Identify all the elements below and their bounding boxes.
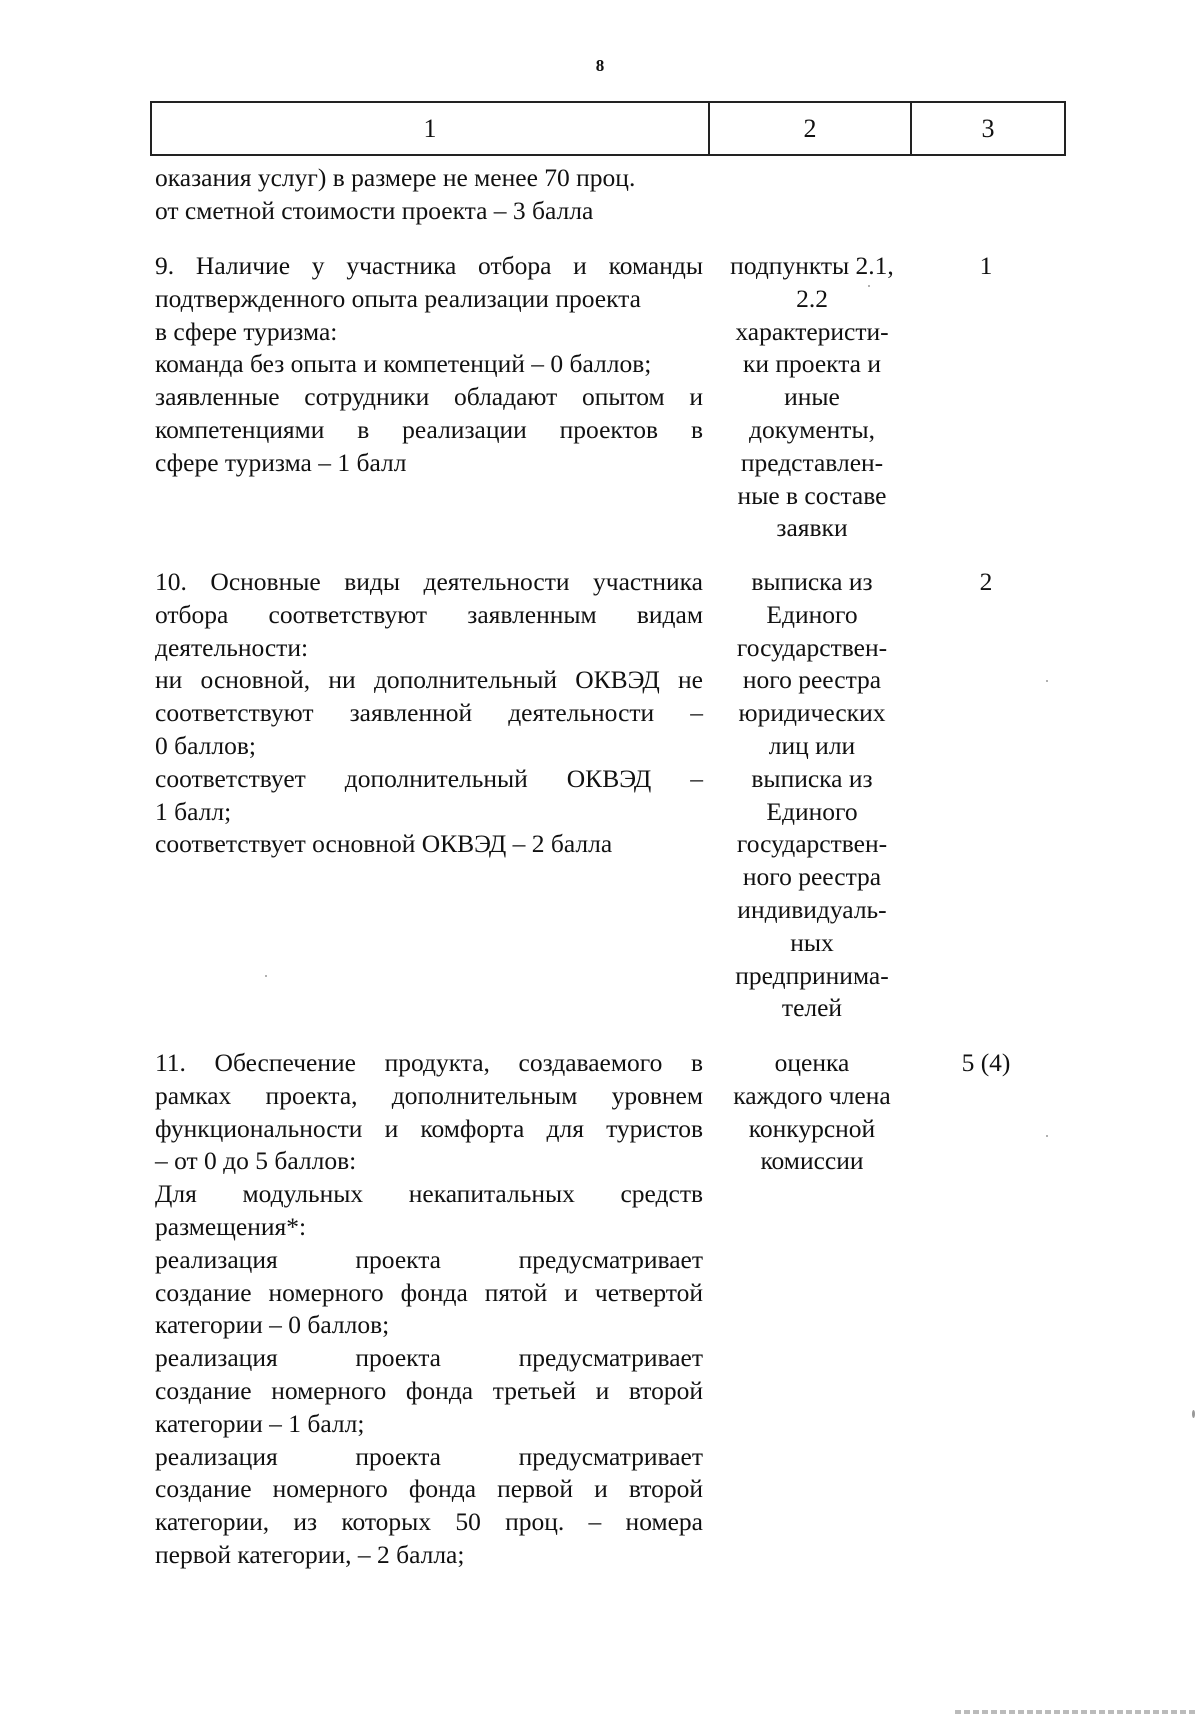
text-line: функциональности и комфорта для туристов [155,1113,703,1143]
source-cell [712,566,912,1025]
text-line: юридических [738,698,886,728]
criterion-cell [155,250,703,480]
text-line: подтвержденного опыта реализации проекта [155,283,641,313]
scan-edge-mark [955,1710,1195,1714]
text-line: комиссии [760,1146,864,1176]
text-line: первой категории, – 2 балла; [155,1539,465,1569]
text-line: характеристи- [735,316,889,346]
score-cell: 1 [979,251,993,280]
text-line: 10. Основные виды деятельности участника [155,567,703,596]
text-line: – от 0 до 5 баллов: [155,1146,357,1176]
text-line: реализация проекта предусматривает [155,1441,703,1471]
table-header [150,101,1066,156]
criterion-cell [155,566,703,861]
text-line: соответствует основной ОКВЭД – 2 балла [155,829,613,859]
text-line: 2.2 [796,283,828,313]
text-line: категории – 1 балл; [155,1408,365,1438]
text-line: Для модульных некапитальных средств [155,1179,703,1209]
score-cell: 5 (4) [961,1048,1011,1077]
text-line: лиц или [768,730,856,760]
text-line: оценка [774,1048,850,1077]
text-line: в сфере туризма: [155,316,338,346]
header-col-3: 3 [981,113,995,143]
header-col-1: 1 [152,103,710,154]
text-line: документы, [749,414,875,444]
score-cell: 2 [979,567,993,596]
text-line: заявленные сотрудники обладают опытом и [155,382,703,412]
text-line: от сметной стоимости проекта – 3 балла [155,195,594,225]
text-line: соответствует дополнительный ОКВЭД – [155,763,703,793]
text-line: создание номерного фонда первой и второй [155,1474,703,1504]
text-line: деятельности: [155,632,309,662]
text-line: оказания услуг) в размере не менее 70 проц. [155,163,636,192]
text-line: сфере туризма – 1 балл [155,447,407,477]
text-line: заявки [776,513,848,543]
text-line: 0 баллов; [155,730,256,760]
text-line: телей [781,993,843,1023]
text-line: предпринима- [735,960,889,990]
text-line: ного реестра [742,862,882,892]
text-line: 9. Наличие у участника отбора и команды [155,251,703,280]
text-line: индивидуаль- [737,894,887,924]
text-line: ных [790,927,834,957]
scan-speck [1192,1410,1195,1418]
text-line: размещения*: [155,1211,307,1241]
text-line: государствен- [736,829,888,859]
text-line: ного реестра [742,665,882,695]
text-line: ни основной, ни дополнительный ОКВЭД не [155,665,703,695]
scan-speck [1046,1135,1048,1137]
text-line: 11. Обеспечение продукта, создаваемого в [155,1048,703,1077]
text-line: реализация проекта предусматривает [155,1343,703,1373]
source-cell [712,250,912,545]
text-line: категории – 0 баллов; [155,1310,390,1340]
text-line: подпункты 2.1, [730,251,894,280]
text-line: рамках проекта, дополнительным уровнем [155,1080,703,1110]
scan-speck [1046,680,1048,682]
text-line: 1 балл; [155,796,232,826]
text-line: выписка из [751,567,873,596]
text-line: реализация проекта предусматривает [155,1244,703,1274]
text-line: иные [784,382,840,412]
text-line: ные в составе [737,480,887,510]
text-line: конкурсной [748,1113,876,1143]
scan-speck [868,285,870,287]
text-line: ки проекта и [742,349,882,379]
text-line: Единого [766,796,858,826]
text-line: представлен- [740,447,884,477]
criterion-cell [155,1047,703,1572]
text-line: государствен- [736,632,888,662]
text-line: выписка из [751,763,873,793]
continuation-text [155,162,703,228]
text-line: категории, из которых 50 проц. – номера [155,1507,703,1537]
text-line: компетенциями в реализации проектов в [155,414,703,444]
page-number: 8 [595,56,605,75]
text-line: каждого члена [733,1080,891,1110]
text-line: Единого [766,599,858,629]
text-line: соответствуют заявленной деятельности – [155,698,703,728]
text-line: отбора соответствуют заявленным видам [155,599,703,629]
text-line: создание номерного фонда третьей и второй [155,1375,703,1405]
text-line: команда без опыта и компетенций – 0 баллов; [155,349,652,379]
header-col-2: 2 [710,103,912,154]
source-cell [712,1047,912,1178]
text-line: создание номерного фонда пятой и четвертой [155,1277,703,1307]
scan-speck [265,975,267,977]
